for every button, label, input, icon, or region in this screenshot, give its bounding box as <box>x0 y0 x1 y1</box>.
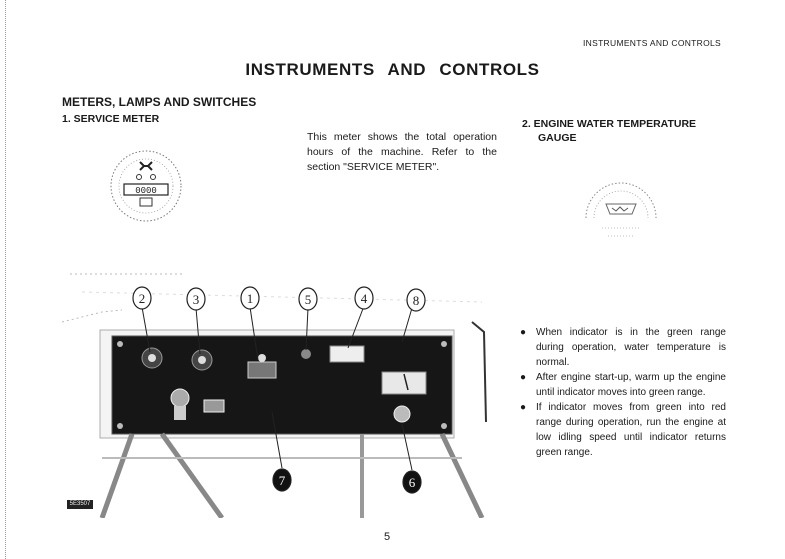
water-temp-gauge-heading <box>522 117 696 145</box>
svg-text:7: 7 <box>278 473 286 488</box>
callout-6 <box>403 471 421 493</box>
svg-text:6: 6 <box>408 475 416 490</box>
service-meter-description: This meter shows the total operation hours of the machine. Refer to the section "SERVICE METER". <box>307 131 497 173</box>
bullet-dot: ● <box>520 372 527 383</box>
page-binding-edge <box>0 0 6 559</box>
water-temperature-gauge-icon <box>578 170 664 246</box>
bullet-text: When indicator is in the green range during operation, water temperature is normal. <box>536 327 726 368</box>
page-title: INSTRUMENTS AND CONTROLS <box>245 60 540 79</box>
svg-text:4: 4 <box>360 291 368 306</box>
callout-2 <box>133 287 151 309</box>
svg-text:8: 8 <box>412 293 420 308</box>
bullet-dot: ● <box>520 402 527 413</box>
meter-digits: 0000 <box>135 186 157 196</box>
section-heading: METERS, LAMPS AND SWITCHES <box>62 95 257 109</box>
bullet-text: After engine start-up, warm up the engine until indicator moves into green range. <box>536 372 726 398</box>
water-temp-heading-line2: GAUGE <box>538 132 577 144</box>
bullet-dot: ● <box>520 327 527 338</box>
callout-1 <box>241 287 259 309</box>
instrument-panel-photo <box>62 262 494 518</box>
callout-4 <box>355 287 373 309</box>
svg-text:3: 3 <box>192 292 200 307</box>
callout-3 <box>187 288 205 310</box>
bullet-item <box>520 370 726 400</box>
callout-8 <box>407 289 425 311</box>
photo-reference-code: 5E3507 <box>67 500 93 509</box>
callout-7 <box>273 469 291 491</box>
service-meter-heading: 1. SERVICE METER <box>62 113 160 125</box>
callout-5 <box>299 288 317 310</box>
page-number: 5 <box>384 531 391 543</box>
water-temp-bullet-list <box>520 325 726 460</box>
svg-text:1: 1 <box>246 291 254 306</box>
svg-text:2: 2 <box>138 291 146 306</box>
svg-text:5: 5 <box>304 292 312 307</box>
bullet-item <box>520 325 726 370</box>
running-head: INSTRUMENTS AND CONTROLS <box>583 38 722 48</box>
bullet-text: If indicator moves from green into red range during operation, run the engine at low idling speed until indicator returns green range. <box>536 402 726 458</box>
water-temp-heading-line1: 2. ENGINE WATER TEMPERATURE <box>522 118 697 130</box>
service-meter-icon <box>108 148 184 224</box>
bullet-item <box>520 400 726 460</box>
